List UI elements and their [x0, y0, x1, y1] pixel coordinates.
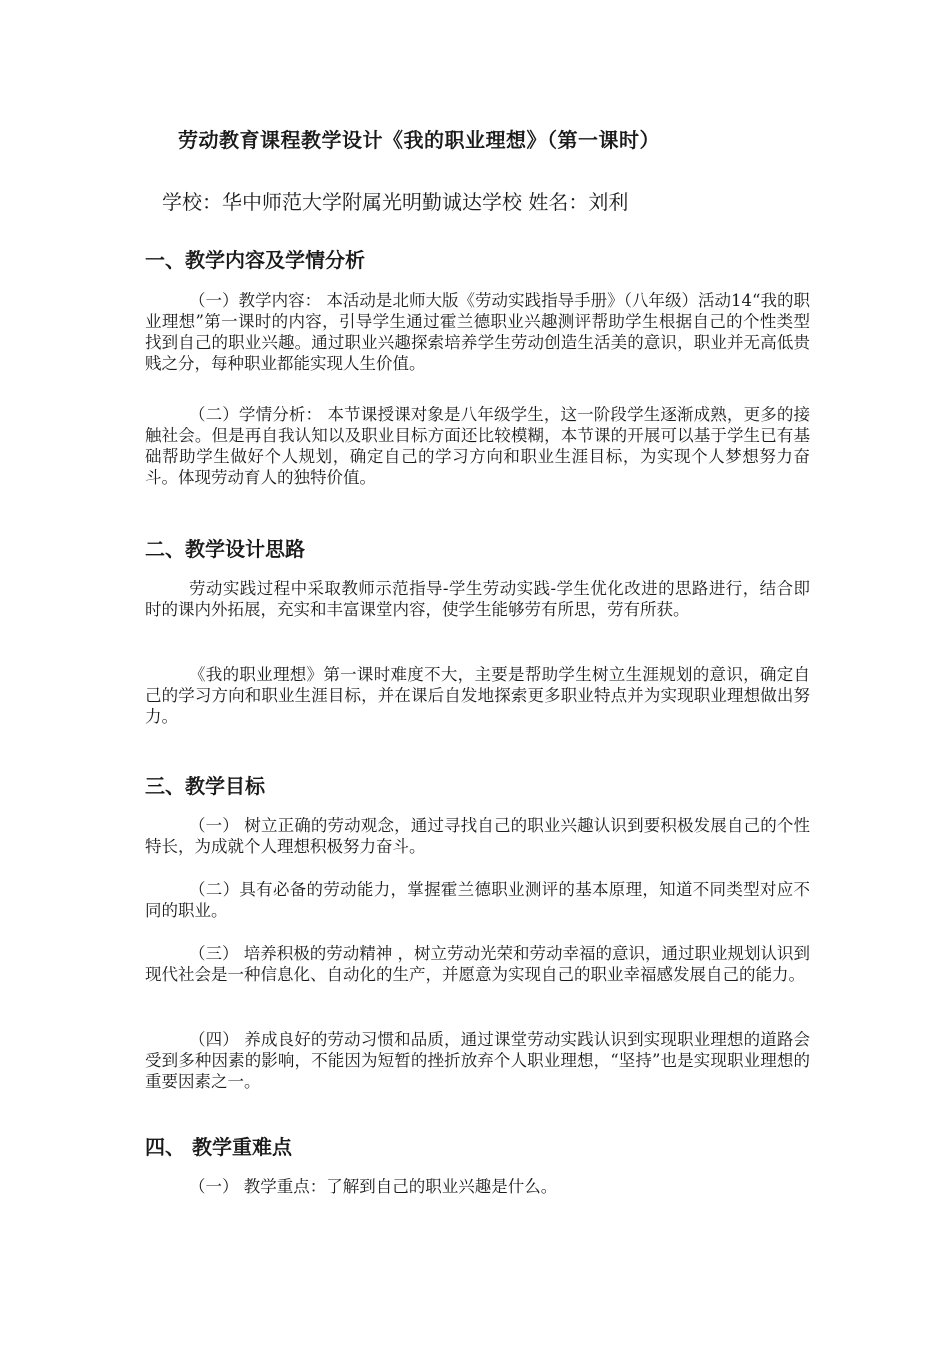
section-heading-objectives: 三、教学目标 — [145, 774, 265, 798]
paragraph-objective-2: （二）具有必备的劳动能力，掌握霍兰德职业测评的基本原理，知道不同类型对应不同的职业。 — [145, 880, 810, 920]
paragraph-objective-1: （一） 树立正确的劳动观念，通过寻找自己的职业兴趣认识到要积极发展自己的个性特长，为成就个人理想积极努力奋斗。 — [145, 816, 810, 856]
paragraph-lesson-difficulty: 《我的职业理想》第一课时难度不大，主要是帮助学生树立生涯规划的意识，确定自己的学习方向和职业生涯目标，并在课后自发地探索更多职业特点并为实现职业理想做出努力。 — [145, 665, 810, 726]
paragraph-key-point-1: （一） 教学重点：了解到自己的职业兴趣是什么。 — [189, 1177, 558, 1196]
document-title: 劳动教育课程教学设计《我的职业理想》（第一课时） — [178, 128, 660, 152]
section-heading-design-idea: 二、教学设计思路 — [145, 537, 305, 561]
school-and-author-line: 学校：华中师范大学附属光明勤诚达学校 姓名：刘利 — [162, 190, 629, 214]
paragraph-objective-4: （四） 养成良好的劳动习惯和品质，通过课堂劳动实践认识到实现职业理想的道路会受到多种因素的影响，不能因为短暂的挫折放弃个人职业理想，“坚持”也是实现职业理想的重要因素之一。 — [145, 1030, 810, 1091]
section-heading-content-analysis: 一、教学内容及学情分析 — [145, 248, 365, 272]
paragraph-objective-3: （三） 培养积极的劳动精神 ，树立劳动光荣和劳动幸福的意识，通过职业规划认识到现代社会是一种信息化、自动化的生产，并愿意为实现自己的职业幸福感发展自己的能力。 — [145, 944, 810, 984]
paragraph-teaching-content: （一）教学内容： 本活动是北师大版《劳动实践指导手册》（八年级）活动14“我的职业理想”第一课时的内容，引导学生通过霍兰德职业兴趣测评帮助学生根据自己的个性类型找到自己的职业兴趣。通过职业兴趣探索培养学生劳动创造生活美的意识，职业并无高低贵贱之分，每种职业都能实现人生价值。 — [145, 291, 810, 373]
section-heading-key-points: 四、 教学重难点 — [145, 1135, 292, 1159]
paragraph-learner-analysis: （二）学情分析： 本节课授课对象是八年级学生，这一阶段学生逐渐成熟，更多的接触社会。但是再自我认知以及职业目标方面还比较模糊，本节课的开展可以基于学生已有基础帮助学生做好个人规划，确定自己的学习方向和职业生涯目标，为实现个人梦想努力奋斗。体现劳动育人的独特价值。 — [145, 405, 810, 487]
paragraph-design-process: 劳动实践过程中采取教师示范指导-学生劳动实践-学生优化改进的思路进行，结合即时的课内外拓展，充实和丰富课堂内容，使学生能够劳有所思，劳有所获。 — [145, 579, 810, 619]
